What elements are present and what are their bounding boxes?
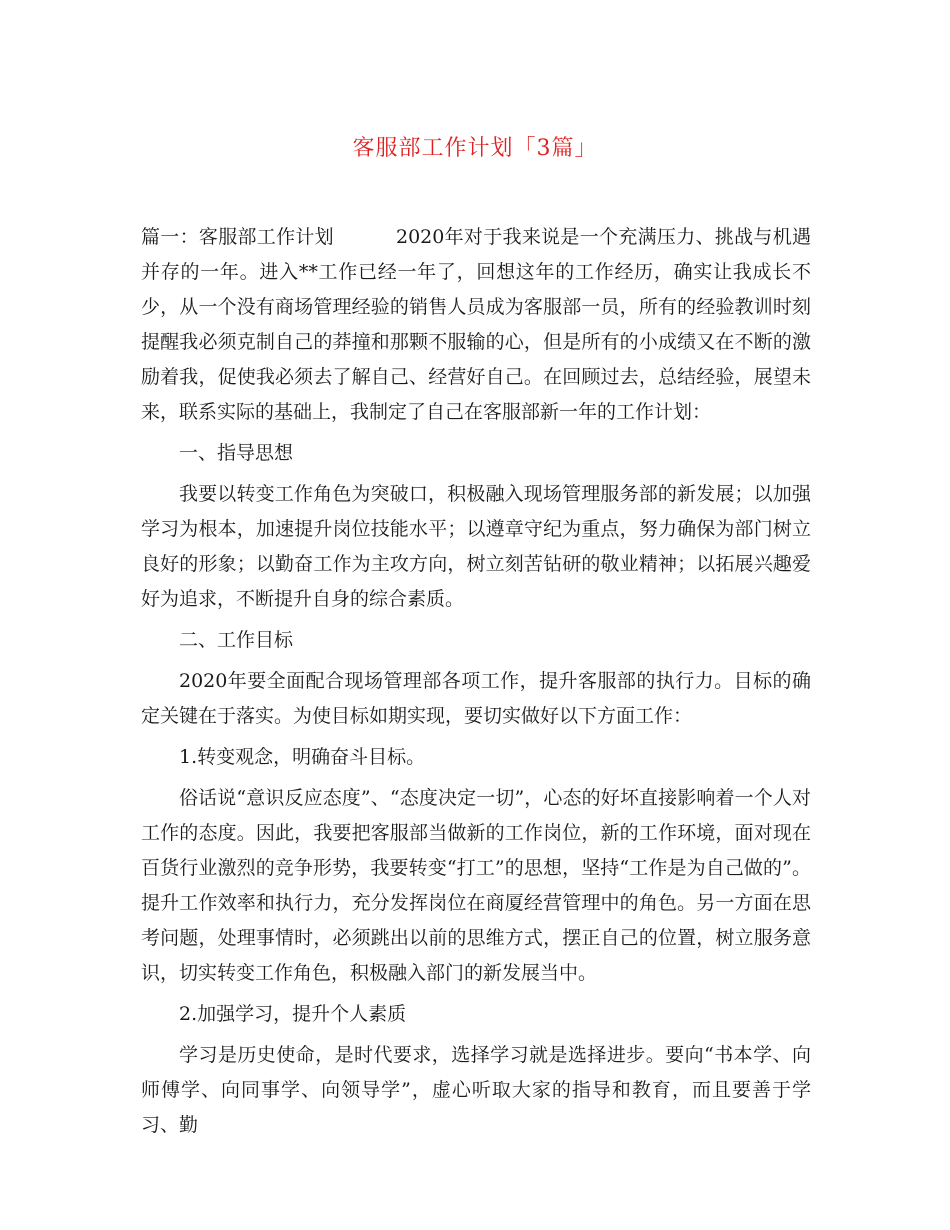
heading-work-goals: 二、工作目标	[179, 629, 294, 651]
paragraph-work-goals: 2020年要全面配合现场管理部各项工作，提升客服部的执行力。目标的确定关键在于落实。为使目标如期实现，要切实做好以下方面工作：	[141, 670, 811, 727]
paragraph-guiding-thought: 我要以转变工作角色为突破口，积极融入现场管理服务部的新发展；以加强学习为根本，加速提升岗位技能水平；以遵章守纪为重点，努力确保为部门树立良好的形象；以勤奋工作为主攻方向，树立刻苦钻研的敬业精神；以拓展兴趣爱好为追求，不断提升自身的综合素质。	[141, 483, 811, 610]
heading-guiding-thought: 一、指导思想	[179, 442, 294, 464]
section-label: 篇一：客服部工作计划	[141, 226, 334, 248]
paragraph-strengthen-learning: 学习是历史使命，是时代要求，选择学习就是选择进步。要向“书本学、向师傅学、向同事学、向领导学”，虚心听取大家的指导和教育，而且要善于学习、勤	[141, 1044, 811, 1136]
subheading-strengthen-learning: 2.加强学习，提升个人素质	[179, 1003, 407, 1025]
intro-text: 2020年对于我来说是一个充满压力、挑战与机遇并存的一年。进入**工作已经一年了，回想这年的工作经历，确实让我成长不少，从一个没有商场管理经验的销售人员成为客服部一员，所有的经验教训时刻提醒我必须克制自己的莽撞和那颗不服输的心，但是所有的小成绩又在不断的激励着我，促使我必须去了解自己、经营好自己。在回顾过去，总结经验，展望未来，联系实际的基础上，我制定了自己在客服部新一年的工作计划：	[141, 226, 811, 423]
paragraph-change-mindset: 俗话说“意识反应态度”、“态度决定一切”，心态的好坏直接影响着一个人对工作的态度。因此，我要把客服部当做新的工作岗位，新的工作环境，面对现在百货行业激烈的竞争形势，我要转变“打工”的思想，坚持“工作是为自己做的”。提升工作效率和执行力，充分发挥岗位在商厦经营管理中的角色。另一方面在思考问题，处理事情时，必须跳出以前的思维方式，摆正自己的位置，树立服务意识，切实转变工作角色，积极融入部门的新发展当中。	[141, 787, 811, 984]
intro-paragraph	[141, 220, 811, 430]
document-body	[141, 220, 811, 1149]
subheading-change-mindset: 1.转变观念，明确奋斗目标。	[179, 746, 426, 768]
document-title: 客服部工作计划「3篇」	[352, 136, 598, 161]
